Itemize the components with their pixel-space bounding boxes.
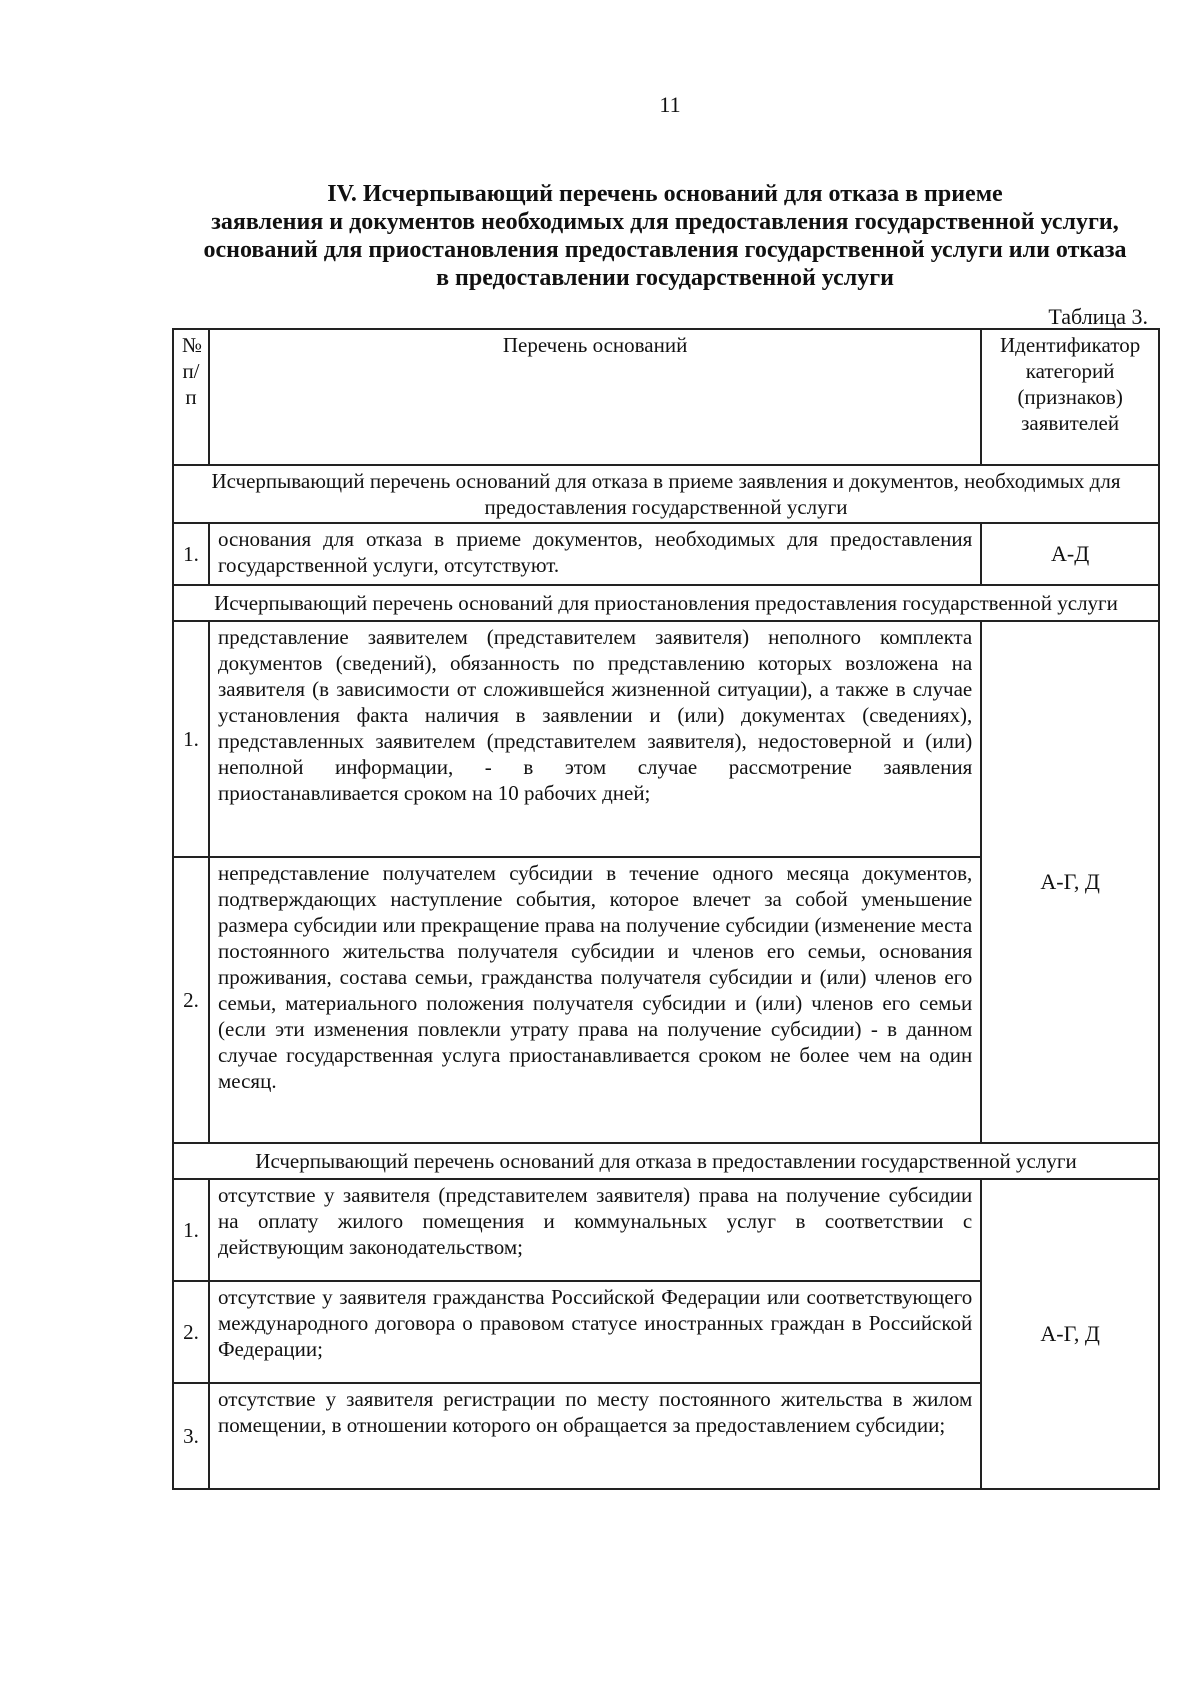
row-text: отсутствие у заявителя (представителем заявителя) права на получение субсидии на оплату жилого помещения и коммунальных услуг в соответствии с действующим законодательством; [209, 1179, 981, 1281]
group-header-row [173, 465, 1159, 523]
row-number: 2. [173, 1281, 209, 1383]
reasons-table [172, 328, 1160, 1490]
title-line: заявления и документов необходимых для предоставления государственной услуги, [211, 209, 1119, 235]
row-number: 3. [173, 1383, 209, 1489]
page-number: 11 [659, 92, 681, 117]
header-num: № п/п [173, 329, 209, 465]
row-text: представление заявителем (представителем заявителя) неполного комплекта документов (сведений), обязанность по представлению которых возложена на заявителя (в зависимости от сложившейся жизненной ситуации), а также в случае установления факта наличия в заявлении и (или) документах (сведениях), представленных заявителем (представителем заявителя), недостоверной и (или) неполной информации, - в этом случае рассмотрение заявления приостанавливается сроком на 10 рабочих дней; [209, 621, 981, 857]
group-identifier: А-Г, Д [981, 1179, 1159, 1489]
group-header-row [173, 1143, 1159, 1179]
row-text: отсутствие у заявителя регистрации по месту постоянного жительства в жилом помещении, в отношении которого он обращается за предоставлением субсидии; [209, 1383, 981, 1489]
table-row [173, 621, 1159, 857]
title-line: IV. Исчерпывающий перечень оснований для отказа в приеме [327, 181, 1003, 207]
table-caption: Таблица 3. [1048, 304, 1148, 329]
row-text: основания для отказа в приеме документов, необходимых для предоставления государственной услуги, отсутствуют. [209, 523, 981, 585]
row-number: 1. [173, 621, 209, 857]
row-identifier: А-Д [981, 523, 1159, 585]
group-title-reception-refusal: Исчерпывающий перечень оснований для отказа в приеме заявления и документов, необходимых для предоставления государственной услуги [173, 465, 1159, 523]
group-identifier: А-Г, Д [981, 621, 1159, 1143]
group-header-row [173, 585, 1159, 621]
row-number: 1. [173, 523, 209, 585]
group-title-suspension: Исчерпывающий перечень оснований для приостановления предоставления государственной услуги [173, 585, 1159, 621]
row-text: непредставление получателем субсидии в течение одного месяца документов, подтверждающих наступление события, которое влечет за собой уменьшение размера субсидии или прекращение права на получение субсидии (изменение места постоянного жительства получателя субсидии и членов его семьи, основания проживания, состава семьи, гражданства получателя субсидии и (или) членов его семьи, материального положения получателя субсидии и (или) членов его семьи (если эти изменения повлекли утрату права на получение субсидии) - в данном случае государственная услуга приостанавливается сроком не более чем на один месяц. [209, 857, 981, 1143]
header-identifier: Идентификатор категорий (признаков) заявителей [981, 329, 1159, 465]
title-line: в предоставлении государственной услуги [436, 265, 894, 291]
table-header-row [173, 329, 1159, 465]
table-row [173, 523, 1159, 585]
row-text: отсутствие у заявителя гражданства Российской Федерации или соответствующего международного договора о правовом статусе иностранных граждан в Российской Федерации; [209, 1281, 981, 1383]
title-line: оснований для приостановления предоставления государственной услуги или отказа [203, 237, 1127, 263]
table-row [173, 1179, 1159, 1281]
group-title-service-refusal: Исчерпывающий перечень оснований для отказа в предоставлении государственной услуги [173, 1143, 1159, 1179]
section-title [170, 180, 1160, 292]
row-number: 1. [173, 1179, 209, 1281]
row-number: 2. [173, 857, 209, 1143]
header-reasons: Перечень оснований [209, 329, 981, 465]
